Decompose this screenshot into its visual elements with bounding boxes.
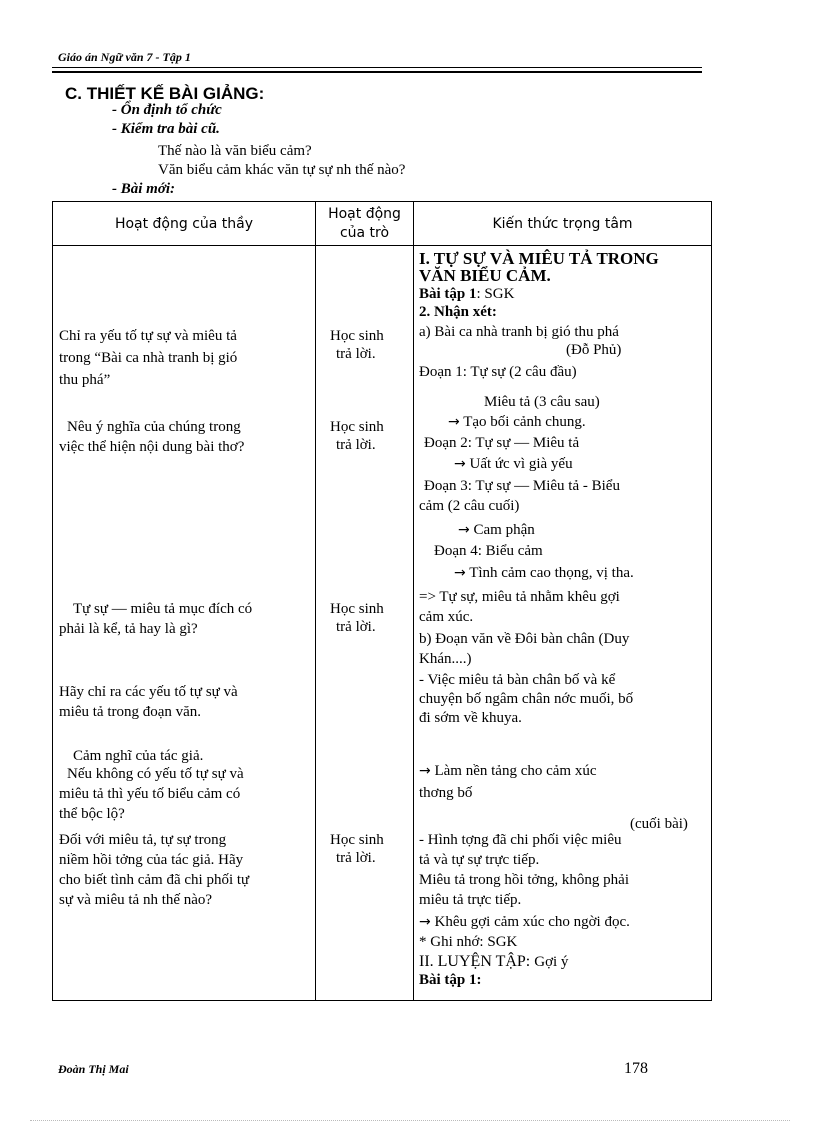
teacher-line: Đối với miêu tả, tự sự trong [59, 832, 227, 848]
knowledge-heading: I. TỰ SỰ VÀ MIÊU TẢ TRONG [419, 249, 659, 268]
teacher-line: trong “Bài ca nhà tranh bị gió [59, 350, 238, 366]
teacher-line: Tự sự — miêu tả mục đích có [73, 601, 253, 617]
teacher-line: phải là kể, tả hay là gì? [59, 621, 198, 637]
knowledge-line: * Ghi nhớ: SGK [419, 934, 518, 950]
teacher-line: Nêu ý nghĩa của chúng trong [67, 419, 241, 435]
knowledge-line: b) Đoạn văn về Đôi bàn chân (Duy [419, 631, 630, 647]
teacher-line: cho biết tình cảm đã chi phối tự [59, 872, 250, 888]
student-answer: trả lời. [336, 619, 376, 635]
author-name: Đoàn Thị Mai [58, 1062, 129, 1076]
knowledge-line: cảm xúc. [419, 609, 474, 625]
knowledge-line: → Cam phận [458, 522, 535, 538]
check-question-1: Thế nào là văn biểu cảm? [158, 143, 312, 159]
header-rule-thick [52, 71, 702, 73]
teacher-line: việc thể hiện nội dung bài thơ? [59, 439, 245, 455]
arrow-icon: → [419, 763, 431, 779]
knowledge-line: Khán....) [419, 651, 472, 667]
student-answer: trả lời. [336, 850, 376, 866]
student-column [316, 246, 414, 1001]
header-rule [52, 67, 702, 68]
knowledge-line: tả và tự sự trực tiếp. [419, 852, 540, 868]
teacher-line: Chỉ ra yếu tố tự sự và miêu tả [59, 328, 237, 344]
header-student: Hoạt động của trò [316, 202, 414, 246]
student-answer: Học sinh [330, 601, 384, 617]
arrow-icon: → [454, 456, 466, 472]
knowledge-line: II. LUYỆN TẬP: Gợi ý [419, 953, 569, 970]
knowledge-line: Đoạn 1: Tự sự (2 câu đầu) [419, 364, 577, 380]
exercise-ref: : SGK [476, 286, 515, 302]
student-answer: trả lời. [336, 346, 376, 362]
knowledge-line: chuyện bố ngâm chân nớc muối, bố [419, 691, 634, 707]
knowledge-heading: VĂN BIỂU CẢM. [419, 266, 551, 285]
knowledge-line: → Khêu gợi cảm xúc cho ngời đọc. [419, 914, 630, 930]
teacher-line: sự và miêu tả nh thế nào? [59, 892, 213, 908]
page-bottom-divider [30, 1120, 790, 1121]
arrow-icon: → [454, 565, 466, 581]
knowledge-line [419, 284, 514, 304]
step-new-lesson: - Bài mới: [112, 181, 176, 197]
knowledge-line: → Tình cảm cao thọng, vị tha. [454, 565, 634, 581]
knowledge-line: - Việc miêu tả bàn chân bố và kể [419, 672, 616, 688]
knowledge-line: đi sớm về khuya. [419, 710, 522, 726]
student-answer: Học sinh [330, 419, 384, 435]
student-answer: trả lời. [336, 437, 376, 453]
table-body-row [53, 246, 712, 1001]
arrow-icon: → [419, 914, 431, 930]
teacher-line: miêu tả thì yếu tố biểu cảm có [59, 786, 241, 802]
step-check-old-lesson: - Kiểm tra bài cũ. [112, 121, 220, 137]
page-number: 178 [624, 1060, 648, 1077]
exercise-label: Bài tập 1 [419, 286, 477, 302]
knowledge-line: => Tự sự, miêu tả nhằm khêu gợi [419, 589, 620, 605]
knowledge-line: cảm (2 câu cuối) [419, 498, 520, 514]
teacher-line: niềm hồi tởng của tác giả. Hãy [59, 852, 244, 868]
knowledge-line: miêu tả trực tiếp. [419, 892, 522, 908]
knowledge-line: → Làm nền tảng cho cảm xúc [419, 763, 597, 779]
teacher-line: Hãy chỉ ra các yếu tố tự sự và [59, 684, 238, 700]
knowledge-line: Đoạn 4: Biểu cảm [434, 543, 543, 559]
section-title: C. THIẾT KẾ BÀI GIẢNG: [65, 84, 265, 103]
knowledge-line: → Tạo bối cảnh chung. [448, 414, 586, 430]
check-question-2: Văn biểu cảm khác văn tự sự nh thế nào? [158, 162, 406, 178]
table-header-row [53, 202, 712, 246]
teacher-line: thu phá” [59, 372, 111, 388]
teacher-line: Nếu không có yếu tố tự sự và [67, 766, 244, 782]
header-teacher: Hoạt động của thầy [53, 202, 316, 246]
teacher-column [53, 246, 316, 1001]
knowledge-column [414, 246, 712, 1001]
student-answer: Học sinh [330, 832, 384, 848]
teacher-line: thể bộc lộ? [59, 806, 125, 822]
knowledge-line: Miêu tả trong hồi tởng, không phải [419, 872, 629, 888]
knowledge-line: a) Bài ca nhà tranh bị gió thu phá [419, 324, 619, 340]
knowledge-line: Đoạn 3: Tự sự — Miêu tả - Biểu [424, 478, 620, 494]
step-organize: - Ổn định tổ chức [112, 102, 222, 118]
knowledge-line: Miêu tả (3 câu sau) [484, 394, 600, 410]
knowledge-line: (Đỗ Phủ) [566, 342, 622, 358]
teacher-line: Cảm nghĩ của tác giả. [73, 748, 204, 764]
knowledge-line: 2. Nhận xét: [419, 304, 497, 320]
student-answer: Học sinh [330, 328, 384, 344]
lesson-table [52, 201, 712, 1001]
knowledge-line: Bài tập 1: [419, 972, 482, 988]
knowledge-line: → Uất ức vì già yếu [454, 456, 573, 472]
page-header: Giáo án Ngữ văn 7 - Tập 1 [58, 50, 191, 64]
arrow-icon: → [458, 522, 470, 538]
knowledge-line: thơng bố [419, 785, 473, 801]
knowledge-line: Đoạn 2: Tự sự — Miêu tả [424, 435, 580, 451]
teacher-line: miêu tả trong đoạn văn. [59, 704, 202, 720]
knowledge-line: - Hình tợng đã chi phối việc miêu [419, 832, 622, 848]
header-knowledge: Kiến thức trọng tâm [414, 202, 712, 246]
arrow-icon: → [448, 414, 460, 430]
knowledge-line: (cuối bài) [630, 816, 688, 832]
